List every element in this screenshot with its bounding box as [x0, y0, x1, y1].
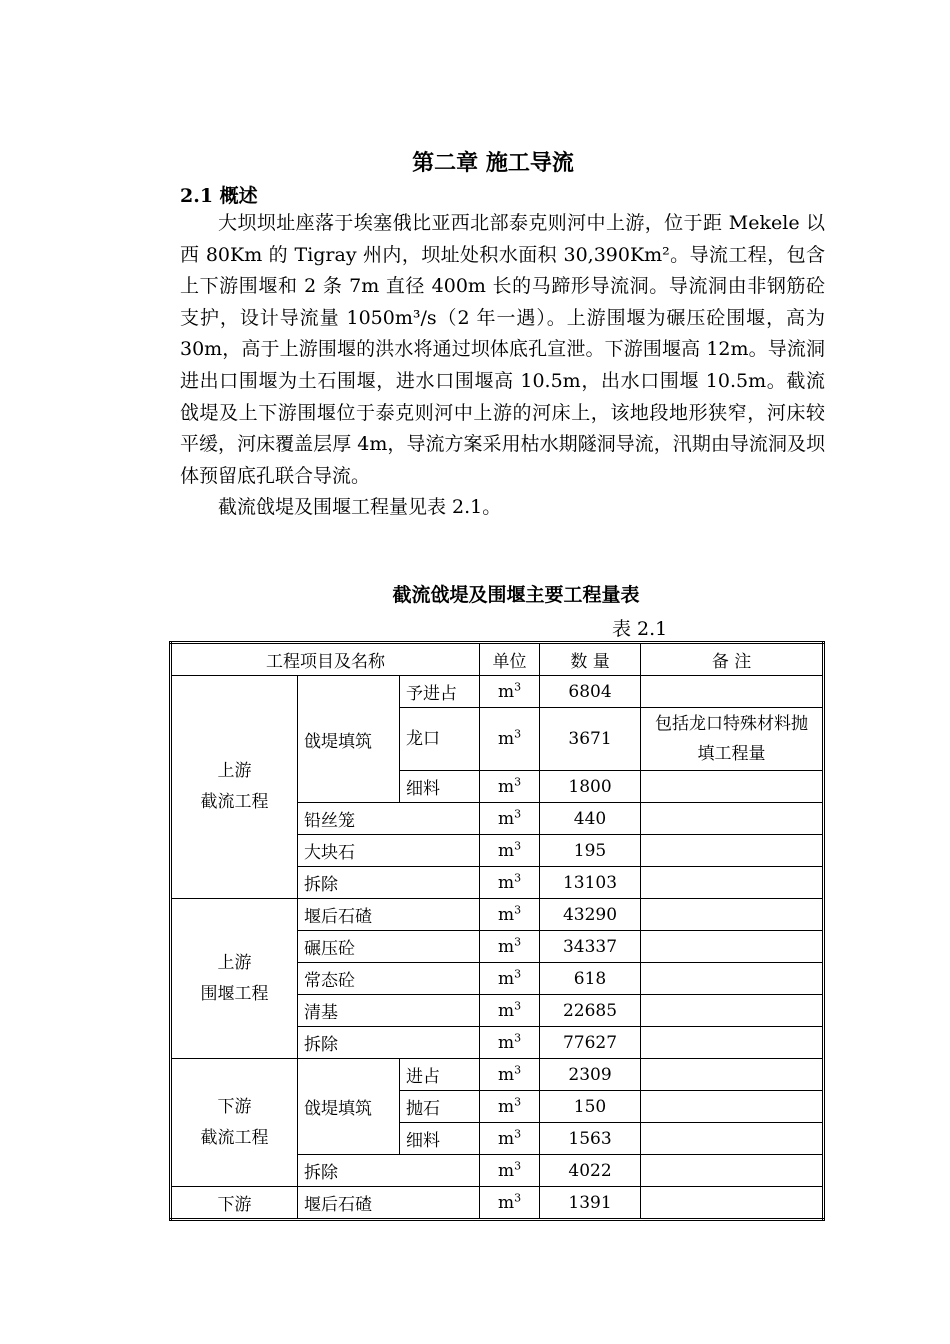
unit-base: m: [497, 1096, 515, 1117]
unit-exponent: 3: [514, 774, 522, 788]
unit-cell: [480, 1091, 540, 1123]
remark-cell: [641, 931, 824, 963]
quantity-cell: 4022: [540, 1155, 641, 1187]
item-name: 清基: [298, 995, 480, 1027]
item-name: 铅丝笼: [298, 803, 480, 835]
remark-cell: [641, 835, 824, 867]
unit-cell: [480, 867, 540, 899]
quantity-cell: 6804: [540, 676, 641, 708]
unit-exponent: 3: [514, 727, 522, 741]
item-name: 堰后石碴: [298, 1187, 480, 1220]
unit-cell: [480, 1123, 540, 1155]
unit-base: m: [497, 840, 515, 861]
item-name: 予进占: [400, 676, 480, 708]
quantity-cell: 43290: [540, 899, 641, 931]
quantity-cell: 34337: [540, 931, 641, 963]
item-name: 细料: [400, 771, 480, 803]
group-upstream-closure: 上游 截流工程: [171, 676, 298, 899]
quantity-table: [169, 641, 825, 1221]
remark-cell: [641, 1123, 824, 1155]
unit-exponent: 3: [514, 838, 522, 852]
unit-cell: [480, 676, 540, 708]
remark-cell: [641, 995, 824, 1027]
header-quantity: 数 量: [540, 643, 641, 676]
header-unit: 单位: [480, 643, 540, 676]
quantity-cell: 2309: [540, 1059, 641, 1091]
remark-cell: [641, 1059, 824, 1091]
item-name: 细料: [400, 1123, 480, 1155]
unit-exponent: 3: [514, 806, 522, 820]
unit-exponent: 3: [514, 934, 522, 948]
paragraph-overview: 大坝坝址座落于埃塞俄比亚西北部泰克则河中上游，位于距 Mekele 以西 80Km 的 Tigray 州内，坝址处积水面积 30,390Km²。导流工程，包含上下游围堰和 2 条 7m 直径 400m 长的马蹄形导流洞。导流洞由非钢筋砼支护，设计导流量 1050m³/s（2 年一遇）。上游围堰为碾压砼围堰，高为 30m，高于上游围堰的洪水将通过坝体底孔宣泄。下游围堰高 12m。导流洞进出口围堰为土石围堰，进水口围堰高 10.5m，出水口围堰 10.5m。截流戗堤及上下游围堰位于泰克则河中上游的河床上，该地段地形狭窄，河床较平缓，河床覆盖层厚 4m，导流方案采用枯水期隧洞导流，汛期由导流洞及坝体预留底孔联合导流。: [180, 212, 825, 487]
table-row: [171, 899, 824, 931]
quantity-cell: 77627: [540, 1027, 641, 1059]
item-name: 大块石: [298, 835, 480, 867]
remark-cell: [641, 676, 824, 708]
item-name: 拆除: [298, 1027, 480, 1059]
group-downstream-closure: 下游 截流工程: [171, 1059, 298, 1187]
table-title: 截流戗堤及围堰主要工程量表: [392, 584, 640, 606]
item-name: 抛石: [400, 1091, 480, 1123]
header-remark: 备 注: [641, 643, 824, 676]
unit-cell: [480, 995, 540, 1027]
quantity-cell: 1563: [540, 1123, 641, 1155]
unit-base: m: [497, 808, 515, 829]
unit-base: m: [497, 1192, 515, 1213]
unit-cell: [480, 1155, 540, 1187]
quantity-cell: 13103: [540, 867, 641, 899]
remark-cell: [641, 963, 824, 995]
remark-cell: [641, 899, 824, 931]
table-row: [171, 676, 824, 708]
unit-base: m: [497, 936, 515, 957]
unit-base: m: [497, 776, 515, 797]
item-name: 拆除: [298, 1155, 480, 1187]
remark-cell: [641, 867, 824, 899]
unit-base: m: [497, 904, 515, 925]
unit-cell: [480, 899, 540, 931]
unit-exponent: 3: [514, 870, 522, 884]
header-item: 工程项目及名称: [171, 643, 480, 676]
quantity-table-wrapper: [169, 641, 822, 1221]
unit-base: m: [497, 968, 515, 989]
quantity-cell: 195: [540, 835, 641, 867]
unit-base: m: [497, 1128, 515, 1149]
quantity-cell: 1391: [540, 1187, 641, 1220]
unit-cell: [480, 803, 540, 835]
item-name: 拆除: [298, 867, 480, 899]
remark-cell: [641, 1091, 824, 1123]
unit-exponent: 3: [514, 998, 522, 1012]
group-upstream-cofferdam: 上游 围堰工程: [171, 899, 298, 1059]
group-downstream: 下游: [171, 1187, 298, 1220]
table-number: 表 2.1: [612, 618, 668, 640]
unit-cell: [480, 1059, 540, 1091]
table-row: [171, 1059, 824, 1091]
subgroup-dike-fill: 戗堤填筑: [298, 1059, 400, 1155]
quantity-cell: 150: [540, 1091, 641, 1123]
quantity-cell: 618: [540, 963, 641, 995]
unit-exponent: 3: [514, 1062, 522, 1076]
body-text: [180, 208, 825, 524]
unit-exponent: 3: [514, 1126, 522, 1140]
unit-cell: [480, 1027, 540, 1059]
unit-exponent: 3: [514, 902, 522, 916]
unit-base: m: [497, 1160, 515, 1181]
unit-exponent: 3: [514, 679, 522, 693]
remark-cell: [641, 1027, 824, 1059]
subgroup-dike-fill: 戗堤填筑: [298, 676, 400, 803]
unit-cell: [480, 1187, 540, 1220]
chapter-title: 第二章 施工导流: [412, 150, 574, 176]
remark-cell: [641, 771, 824, 803]
unit-exponent: 3: [514, 1094, 522, 1108]
unit-exponent: 3: [514, 1158, 522, 1172]
item-name: 龙口: [400, 708, 480, 771]
section-heading: 2.1 概述: [180, 185, 258, 207]
unit-cell: [480, 931, 540, 963]
paragraph-table-ref: 截流戗堤及围堰工程量见表 2.1。: [218, 496, 502, 519]
unit-cell: [480, 835, 540, 867]
remark-cell: [641, 1155, 824, 1187]
table-row: [171, 1187, 824, 1220]
unit-cell: [480, 963, 540, 995]
unit-base: m: [497, 1064, 515, 1085]
unit-cell: [480, 771, 540, 803]
remark-cell: [641, 803, 824, 835]
unit-base: m: [497, 729, 515, 749]
item-name: 常态砼: [298, 963, 480, 995]
unit-exponent: 3: [514, 966, 522, 980]
unit-base: m: [497, 872, 515, 893]
quantity-cell: 22685: [540, 995, 641, 1027]
remark-cell: 包括龙口特殊材料抛填工程量: [641, 708, 824, 771]
unit-cell: [480, 708, 540, 771]
quantity-cell: 3671: [540, 708, 641, 771]
item-name: 碾压砼: [298, 931, 480, 963]
table-header-row: [171, 643, 824, 676]
remark-cell: [641, 1187, 824, 1220]
quantity-cell: 440: [540, 803, 641, 835]
unit-base: m: [497, 1032, 515, 1053]
unit-base: m: [497, 681, 515, 702]
quantity-cell: 1800: [540, 771, 641, 803]
unit-base: m: [497, 1000, 515, 1021]
item-name: 堰后石碴: [298, 899, 480, 931]
unit-exponent: 3: [514, 1190, 522, 1204]
item-name: 进占: [400, 1059, 480, 1091]
unit-exponent: 3: [514, 1030, 522, 1044]
